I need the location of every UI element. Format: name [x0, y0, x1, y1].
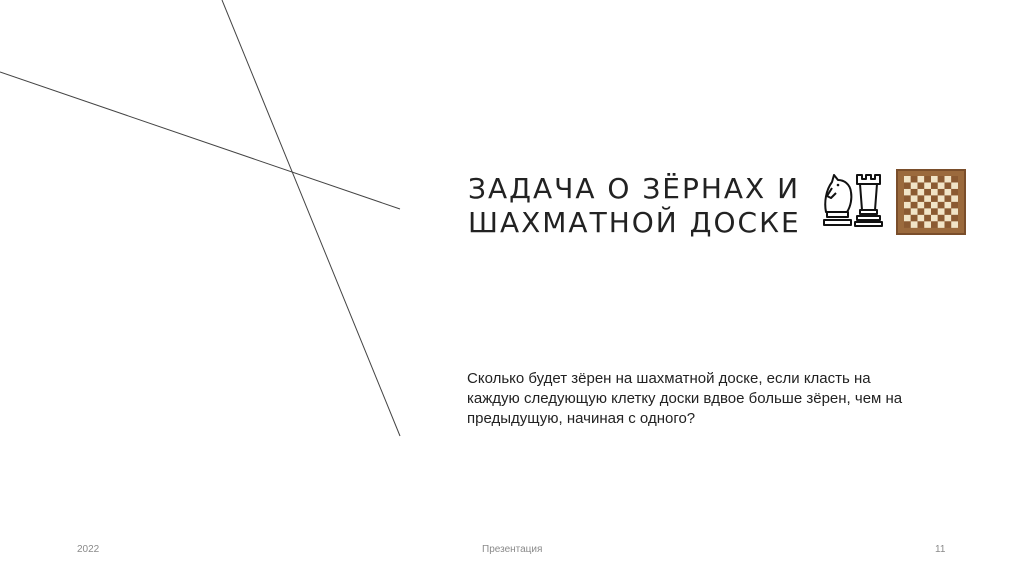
board-square [951, 202, 958, 208]
board-square [911, 182, 918, 188]
chessboard-image [896, 169, 966, 235]
board-square [931, 189, 938, 195]
board-square [918, 182, 925, 188]
board-square [904, 221, 911, 227]
board-square [945, 176, 952, 182]
board-square [904, 195, 911, 201]
board-square [951, 208, 958, 214]
decorative-line-1 [0, 72, 400, 209]
board-square [911, 202, 918, 208]
board-square [938, 215, 945, 221]
board-square [938, 208, 945, 214]
task-description: Сколько будет зёрен на шахматной доске, если класть на каждую следующую клетку доски вдвое больше зёрен, чем на предыдущую, начиная с одного? [467, 370, 903, 427]
board-square [911, 176, 918, 182]
board-square [945, 182, 952, 188]
board-square [904, 182, 911, 188]
board-square [945, 215, 952, 221]
footer-year: 2022 [77, 544, 100, 555]
board-square [938, 195, 945, 201]
chess-rook-icon [855, 175, 882, 226]
board-square [918, 202, 925, 208]
board-square [904, 189, 911, 195]
board-square [945, 208, 952, 214]
board-square [911, 221, 918, 227]
board-square [951, 195, 958, 201]
board-square [938, 182, 945, 188]
board-square [924, 202, 931, 208]
board-square [924, 221, 931, 227]
board-square [931, 202, 938, 208]
slide-title-line-2: ШАХМАТНОЙ ДОСКЕ [468, 206, 801, 239]
board-square [938, 202, 945, 208]
slide-title-line-1: ЗАДАЧА О ЗЁРНАХ И [468, 172, 801, 205]
decorative-line-2 [222, 0, 400, 436]
board-square [924, 176, 931, 182]
slide-title [468, 172, 801, 240]
board-square [951, 182, 958, 188]
board-square [918, 215, 925, 221]
board-square [924, 208, 931, 214]
board-square [911, 215, 918, 221]
chess-knight-icon [824, 175, 851, 225]
board-square [931, 208, 938, 214]
board-square [918, 195, 925, 201]
board-square [945, 195, 952, 201]
board-square [911, 195, 918, 201]
board-square [904, 215, 911, 221]
board-square [918, 189, 925, 195]
chess-pieces-icon [818, 168, 890, 234]
board-square [938, 176, 945, 182]
board-square [931, 221, 938, 227]
board-square [938, 221, 945, 227]
footer-title: Презентация [482, 544, 543, 555]
board-square [918, 208, 925, 214]
board-square [918, 221, 925, 227]
board-square [931, 176, 938, 182]
board-square [918, 176, 925, 182]
board-square [938, 189, 945, 195]
board-square [931, 195, 938, 201]
board-square [911, 189, 918, 195]
board-square [951, 176, 958, 182]
board-square [945, 189, 952, 195]
board-square [951, 189, 958, 195]
board-square [931, 215, 938, 221]
board-square [904, 202, 911, 208]
board-square [924, 195, 931, 201]
board-square [945, 221, 952, 227]
board-square [924, 189, 931, 195]
board-square [904, 208, 911, 214]
board-square [931, 182, 938, 188]
board-square [904, 176, 911, 182]
board-square [924, 182, 931, 188]
board-square [911, 208, 918, 214]
page-number: 11 [935, 544, 946, 555]
board-square [945, 202, 952, 208]
board-square [951, 215, 958, 221]
board-square [924, 215, 931, 221]
board-square [951, 221, 958, 227]
